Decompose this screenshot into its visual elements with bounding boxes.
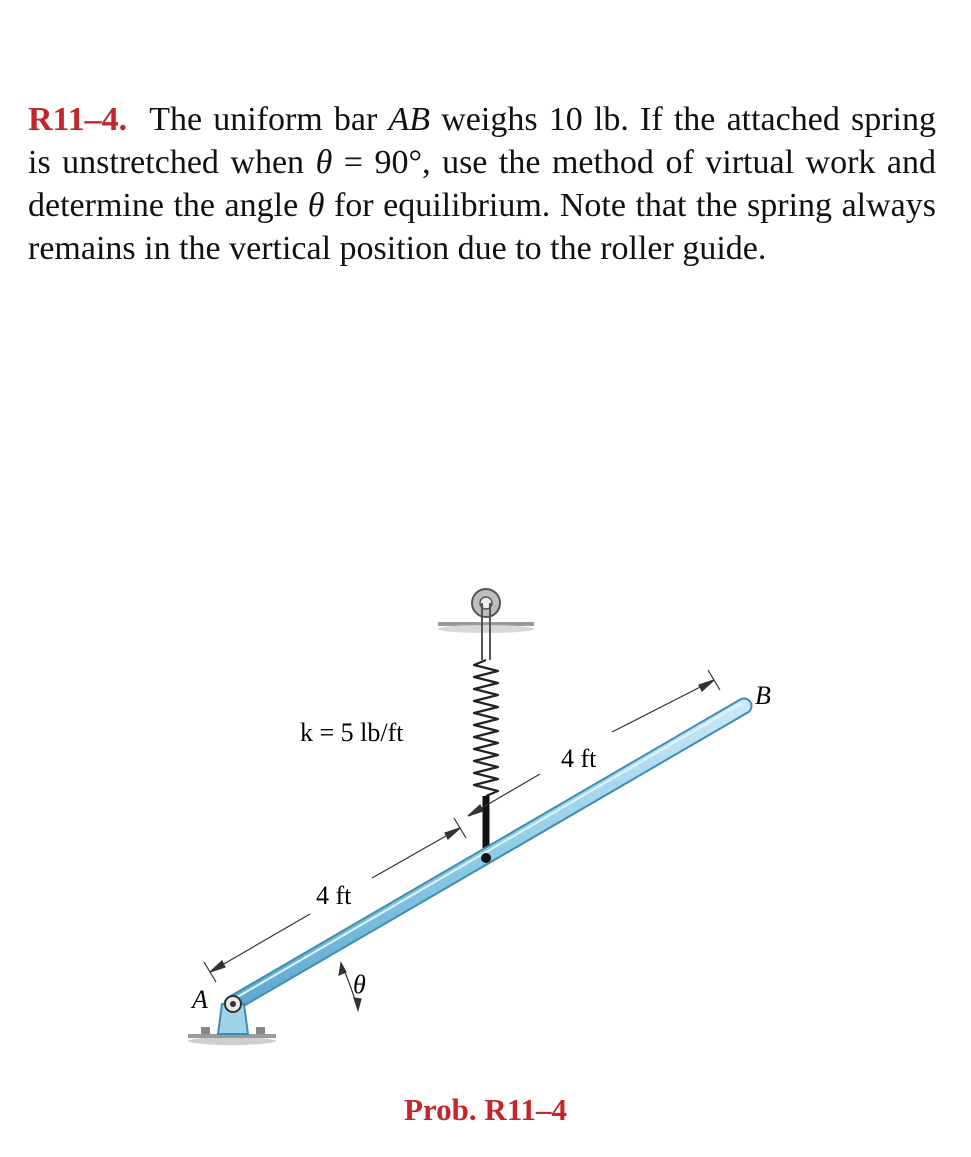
- upper-length-label: 4 ft: [561, 744, 597, 773]
- problem-text-part-1: The uniform bar: [149, 101, 389, 138]
- problem-text-part-2: weighs 10 lb. If the attached spring is unstretched when: [28, 101, 936, 181]
- point-b-label: B: [755, 681, 771, 710]
- problem-text-part-3: = 90°, use the method of virtual work and determine the angle: [28, 144, 937, 224]
- bar-spring-figure: [0, 560, 971, 1080]
- spring: [474, 660, 498, 858]
- bolt-left: [201, 1027, 210, 1034]
- ceiling-shadow: [438, 625, 534, 633]
- angle-arrow-bottom: [354, 998, 361, 1010]
- dim-lower-arrow-a: [210, 961, 225, 972]
- problem-number: R11–4.: [28, 101, 128, 138]
- angle-label: θ: [353, 970, 366, 999]
- bolt-right: [256, 1027, 265, 1034]
- roller-guide: [438, 589, 534, 660]
- spring-attachment-point: [481, 853, 491, 863]
- theta-symbol-2: θ: [307, 187, 325, 224]
- problem-statement: [28, 98, 936, 270]
- dim-lower-arrow-mid: [445, 828, 460, 839]
- pin-a-center: [230, 1001, 236, 1007]
- point-a-label: A: [192, 985, 208, 1014]
- bar-name: AB: [388, 101, 431, 138]
- dim-upper-arrow-mid: [468, 805, 483, 816]
- spring-constant-label: k = 5 lb/ft: [300, 718, 404, 747]
- lower-length-label: 4 ft: [316, 881, 352, 910]
- spring-coil: [474, 660, 498, 796]
- ground-shadow: [188, 1037, 276, 1045]
- figure-caption: Prob. R11–4: [403, 1092, 568, 1127]
- dim-upper-arrow-b: [699, 680, 714, 691]
- problem-text-part-4: for equilibrium. Note that the spring always remains in the vertical position due to the roller guide.: [28, 187, 936, 267]
- theta-symbol: θ: [315, 144, 333, 181]
- bar-ab: [232, 703, 744, 1004]
- bar-highlight: [234, 703, 742, 999]
